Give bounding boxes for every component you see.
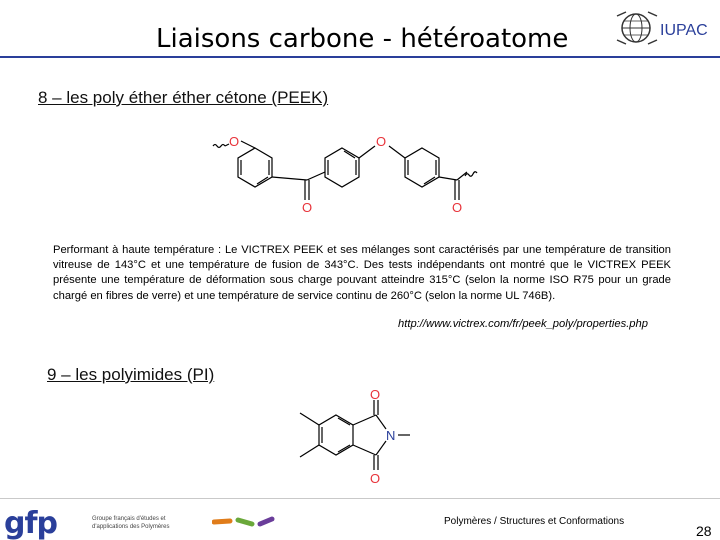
pi-methyl-bond [300, 413, 319, 425]
pi-bond [376, 441, 386, 455]
footer-course-title: Polymères / Structures et Conformations [444, 516, 625, 527]
peek-structure-diagram [205, 128, 485, 218]
peek-bond [389, 146, 405, 158]
peek-bond [307, 172, 325, 180]
peek-oxygen-label: O [302, 200, 313, 215]
section-heading-polyimides: 9 – les polyimides (PI) [47, 365, 215, 384]
pi-bond [353, 445, 376, 455]
peek-bond [241, 141, 255, 148]
peek-ring-3 [405, 148, 439, 187]
pi-bond [376, 415, 386, 429]
pi-bond [353, 415, 376, 425]
peek-bond [439, 177, 457, 180]
source-link[interactable]: http://www.victrex.com/fr/peek_poly/properties.php [398, 318, 648, 330]
gfp-logo-subtitle: Groupe français d'études et d'applications des Polymères [92, 516, 170, 530]
iupac-logo-icon [614, 6, 660, 50]
peek-ring-1 [238, 148, 272, 187]
pi-oxygen-label: O [370, 471, 381, 486]
slide-title: Liaisons carbone - hétéroatome [156, 24, 569, 54]
pi-benzene-ring [319, 415, 353, 455]
peek-bond [272, 177, 307, 180]
gfp-logo: gfp [4, 506, 58, 540]
peek-ring-2 [325, 148, 359, 187]
peek-oxygen-label: O [229, 134, 240, 149]
iupac-label: IUPAC [660, 22, 708, 39]
peek-chain-end-left [213, 145, 225, 148]
section-heading-peek: 8 – les poly éther éther cétone (PEEK) [38, 88, 329, 107]
pi-nitrogen-label: N [386, 428, 396, 443]
decorative-dashes-icon [212, 514, 276, 530]
polyimide-structure-diagram [290, 385, 420, 490]
page-number: 28 [696, 523, 712, 539]
footer-divider [0, 498, 720, 499]
peek-oxygen-label: O [376, 134, 387, 149]
peek-oxygen-label: O [452, 200, 463, 215]
header-divider [0, 56, 720, 58]
peek-description: Performant à haute température : Le VICTREX PEEK et ses mélanges sont caractérisés par une température de transition vitreuse de 143°C et une température de fusion de 343°C. Des tests indépendants ont montré que le VICTREX PEEK présente une température de déformation sous charge pouvant atteindre 315°C (selon la norme ISO R75 pour un grade chargé en fibres de verre) et une température de service continu de 260°C (selon la norme UL 746B). [53, 244, 671, 302]
pi-methyl-bond [300, 445, 319, 457]
peek-bond [359, 146, 375, 158]
pi-oxygen-label: O [370, 387, 381, 402]
